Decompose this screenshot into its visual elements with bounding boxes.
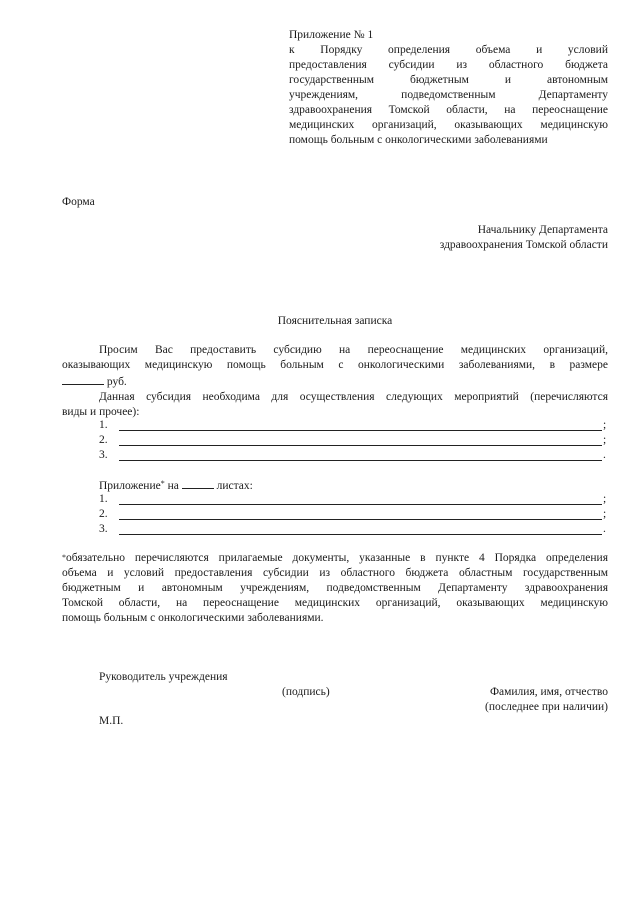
patronymic-note: (последнее при наличии) (484, 701, 608, 713)
list-end: ; (603, 419, 607, 431)
list-blank[interactable] (119, 430, 602, 431)
addressee-line: Начальнику Департамента (477, 224, 608, 236)
appendix-line: здравоохранения Томской области, на переоснащение (289, 104, 608, 116)
footnote-line (62, 551, 608, 566)
form-label: Форма (62, 196, 95, 208)
list-item (99, 433, 609, 448)
request-line: оказывающих медицинскую помощь больным с онкологическими заболеваниями, в размере (62, 359, 608, 371)
head-label: Руководитель учреждения (99, 671, 228, 683)
list-end: ; (603, 493, 607, 505)
list-end: ; (603, 434, 607, 446)
list-end: . (603, 449, 606, 461)
list-number: 2. (99, 508, 108, 520)
document-title: Пояснительная записка (277, 315, 393, 327)
list-number: 3. (99, 449, 108, 461)
list-item (99, 522, 609, 537)
list-item (99, 492, 609, 507)
footnote (62, 551, 608, 626)
appendix-line: помощь больным с онкологическими заболеваниями (289, 134, 548, 146)
footnote-line: помощь больным с онкологическими заболеваниями. (62, 612, 324, 624)
list-blank[interactable] (119, 504, 602, 505)
addressee-line: здравоохранения Томской области (439, 239, 608, 251)
list-item (99, 507, 609, 522)
list-number: 3. (99, 523, 108, 535)
list-item (99, 418, 609, 433)
purpose-line: виды и прочее): (62, 406, 140, 418)
signature-label: (подпись) (282, 686, 330, 698)
name-label (485, 685, 608, 715)
footnote-star: * (62, 553, 66, 562)
footnote-first-line: обязательно перечисляются прилагаемые документы, указанные в пункте 4 Порядка определения (66, 552, 608, 564)
appendix-title: Приложение № 1 (289, 29, 374, 41)
list-number: 1. (99, 419, 108, 431)
appendix-line: предоставления субсидии из областного бюджета (289, 59, 608, 71)
attachment-prefix: Приложение (99, 480, 161, 492)
attachment-suffix: листах: (216, 480, 253, 492)
appendix-line: государственным бюджетным и автономным (289, 74, 608, 86)
amount-blank[interactable] (62, 373, 104, 385)
list-number: 1. (99, 493, 108, 505)
activities-list (99, 418, 609, 463)
full-name-label: Фамилия, имя, отчество (489, 686, 608, 698)
footnote-line: Томской области, на переоснащение медицинских организаций, оказывающих медицинскую (62, 597, 608, 609)
list-blank[interactable] (119, 534, 602, 535)
appendix-line: медицинских организаций, оказывающих медицинскую (289, 119, 608, 131)
amount-suffix: руб. (106, 376, 127, 388)
request-line: Просим Вас предоставить субсидию на переоснащение медицинских организаций, (99, 344, 608, 356)
attachment-star: * (160, 479, 165, 488)
request-paragraph (62, 343, 608, 420)
appendix-text (289, 43, 608, 148)
list-blank[interactable] (119, 519, 602, 520)
amount-line (62, 373, 608, 390)
list-end: ; (603, 508, 607, 520)
attachments-list (99, 492, 609, 537)
list-number: 2. (99, 434, 108, 446)
list-blank[interactable] (119, 460, 602, 461)
list-blank[interactable] (119, 445, 602, 446)
footnote-line: бюджетным и автономным учреждениям, подведомственным Департаменту здравоохранения (62, 582, 608, 594)
appendix-line: к Порядку определения объема и условий (289, 44, 608, 56)
list-end: . (603, 523, 606, 535)
appendix-line: учреждениям, подведомственным Департаменту (289, 89, 608, 101)
list-item (99, 448, 609, 463)
purpose-line: Данная субсидия необходима для осуществления следующих мероприятий (перечисляются (99, 391, 608, 403)
seal-label: М.П. (99, 715, 124, 727)
sheets-blank[interactable] (182, 477, 214, 489)
footnote-line: объема и условий предоставления субсидии из областного бюджета областным государственным (62, 567, 608, 579)
addressee (440, 223, 608, 253)
attachment-on: на (167, 480, 179, 492)
